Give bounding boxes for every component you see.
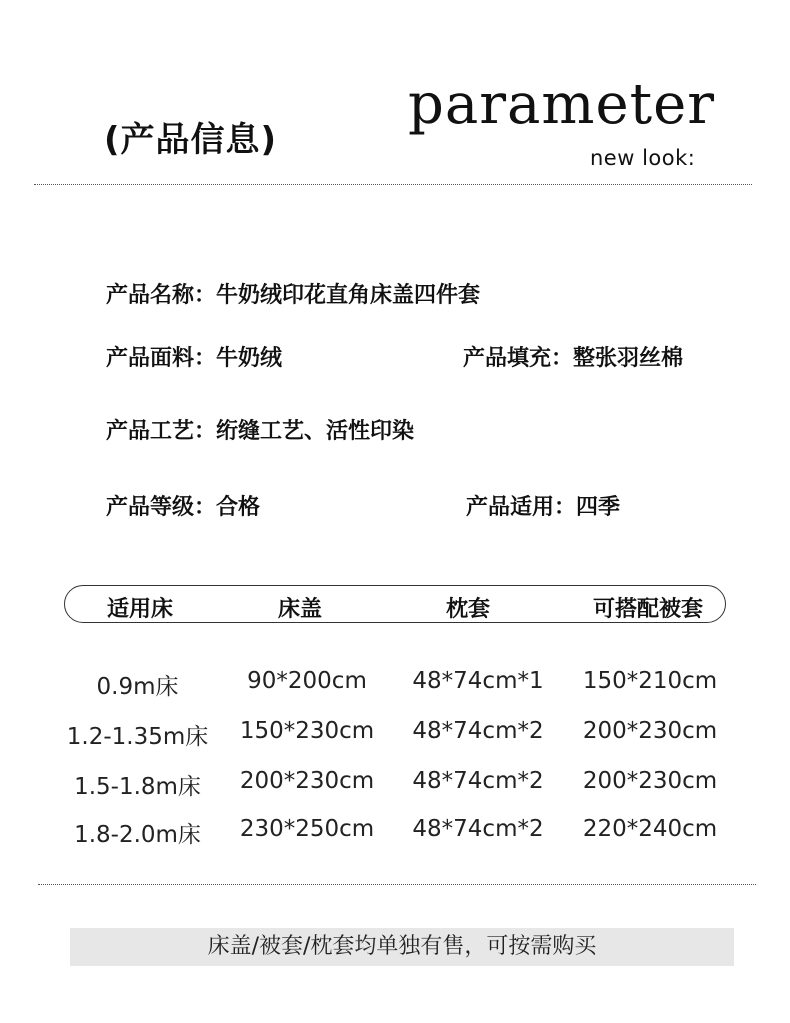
table-cell-duvet: 200*230cm [582,768,718,794]
table-divider [38,884,756,885]
table-row [0,718,790,748]
table-row [0,816,790,846]
table-cell-duvet: 200*230cm [582,718,718,744]
table-cell-duvet: 220*240cm [582,816,718,842]
table-cell-pillowcase: 48*74cm*2 [412,816,544,842]
table-cell-bedspread: 90*200cm [247,668,367,694]
table-cell-bedspread: 230*250cm [239,816,375,842]
table-cell-pillowcase: 48*74cm*2 [412,718,544,744]
english-title: parameter [408,72,716,137]
product-season: 产品适用：四季 [466,495,621,520]
table-cell-bed: 1.8-2.0m床 [74,822,201,848]
table-header-pillowcase: 枕套 [445,597,490,622]
table-header-duvet: 可搭配被套 [592,597,703,622]
header-divider [34,184,752,185]
footer-note: 床盖/被套/枕套均单独有售，可按需购买 [207,934,597,959]
product-grade: 产品等级：合格 [106,495,261,520]
table-header-bed: 适用床 [106,597,173,622]
page-title: (产品信息) [104,120,278,160]
subtitle: new look: [590,146,696,170]
table-cell-pillowcase: 48*74cm*2 [412,768,544,794]
product-filling: 产品填充：整张羽丝棉 [463,346,684,371]
product-craft: 产品工艺：绗缝工艺、活性印染 [106,419,415,444]
table-row [0,768,790,798]
table-row [0,668,790,698]
table-cell-bed: 1.5-1.8m床 [74,774,201,800]
table-cell-duvet: 150*210cm [582,668,718,694]
table-cell-pillowcase: 48*74cm*1 [412,668,544,694]
table-cell-bed: 1.2-1.35m床 [66,724,209,750]
product-fabric: 产品面料：牛奶绒 [106,346,283,371]
table-cell-bedspread: 200*230cm [239,768,375,794]
table-cell-bedspread: 150*230cm [239,718,375,744]
table-cell-bed: 0.9m床 [96,674,179,700]
table-header-bedspread: 床盖 [277,597,322,622]
product-name: 产品名称：牛奶绒印花直角床盖四件套 [106,283,481,308]
